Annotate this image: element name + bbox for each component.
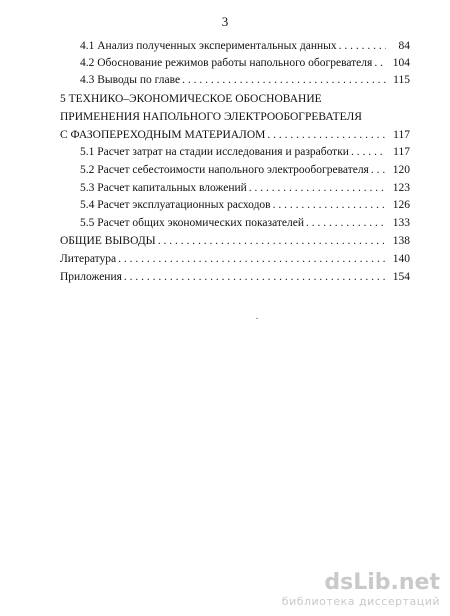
toc-leader-dots — [267, 128, 386, 142]
watermark-logo: dsLib.net — [324, 570, 440, 595]
toc-leader-dots — [118, 252, 386, 266]
toc-entry-5-2 — [80, 163, 410, 177]
toc-leader-dots — [306, 216, 386, 230]
toc-entry-label: 5.2 Расчет себестоимости напольного электрообогревателя — [80, 164, 369, 176]
toc-entry-page: 84 — [398, 40, 410, 52]
toc-chapter-5-heading-line-2: ПРИМЕНЕНИЯ НАПОЛЬНОГО ЭЛЕКТРООБОГРЕВАТЕЛЯ — [60, 111, 362, 123]
toc-entry-label: 5.3 Расчет капитальных вложений — [80, 182, 247, 194]
toc-entry-page: 104 — [392, 57, 410, 69]
toc-entry-label: 5.1 Расчет затрат на стадии исследования и разработки — [80, 146, 349, 158]
toc-entry-page: 120 — [392, 164, 410, 176]
toc-entry-page: 140 — [392, 253, 410, 265]
toc-entry-5-3 — [80, 181, 410, 195]
watermark-subtitle: библиотека диссертаций — [281, 595, 440, 608]
toc-entry-label: 4.1 Анализ полученных экспериментальных данных — [80, 40, 337, 52]
toc-entry-label: Приложения — [60, 271, 122, 283]
toc-entry-label: 5.4 Расчет эксплуатационных расходов — [80, 199, 271, 211]
toc-entry-chapter-5 — [60, 128, 410, 142]
toc-leader-dots — [351, 145, 386, 159]
toc-leader-dots — [374, 56, 386, 70]
toc-entry-5-1 — [80, 145, 410, 159]
toc-entry-page: 117 — [393, 146, 410, 158]
scan-speck — [256, 318, 258, 319]
toc-entry-page: 138 — [392, 235, 410, 247]
toc-entry-5-5 — [80, 216, 410, 230]
toc-entry-page: 126 — [392, 199, 410, 211]
toc-entry-page: 154 — [392, 271, 410, 283]
toc-entry-page: 117 — [393, 129, 410, 141]
toc-entry-label: Литература — [60, 253, 117, 265]
toc-entry-4-3 — [80, 73, 410, 87]
page-number: 3 — [221, 14, 229, 29]
toc-entry-page: 123 — [392, 182, 410, 194]
toc-entry-page: 133 — [392, 217, 410, 229]
toc-leader-dots — [371, 163, 386, 177]
toc-leader-dots — [249, 181, 386, 195]
toc-leader-dots — [124, 270, 386, 284]
toc-entry-label: ОБЩИЕ ВЫВОДЫ — [60, 235, 156, 247]
toc-leader-dots — [339, 39, 386, 53]
toc-entry-label: С ФАЗОПЕРЕХОДНЫМ МАТЕРИАЛОМ — [60, 129, 266, 141]
toc-entry-4-1 — [80, 39, 410, 53]
toc-entry-appendices — [60, 270, 410, 284]
toc-entry-page: 115 — [393, 74, 410, 86]
toc-leader-dots — [158, 234, 386, 248]
toc-chapter-5-heading-line-1: 5 ТЕХНИКО–ЭКОНОМИЧЕСКОЕ ОБОСНОВАНИЕ — [60, 93, 322, 105]
toc-entry-general-conclusions — [60, 234, 410, 248]
toc-leader-dots — [182, 73, 386, 87]
toc-entry-label: 4.3 Выводы по главе — [80, 74, 181, 86]
toc-leader-dots — [273, 198, 386, 212]
toc-entry-4-2 — [80, 56, 410, 70]
watermark — [282, 571, 440, 608]
toc-entry-label: 4.2 Обоснование режимов работы напольного обогревателя — [80, 57, 373, 69]
toc-entry-label: 5.5 Расчет общих экономических показателей — [80, 217, 304, 229]
toc-entry-5-4 — [80, 198, 410, 212]
toc-entry-literature — [60, 252, 410, 266]
